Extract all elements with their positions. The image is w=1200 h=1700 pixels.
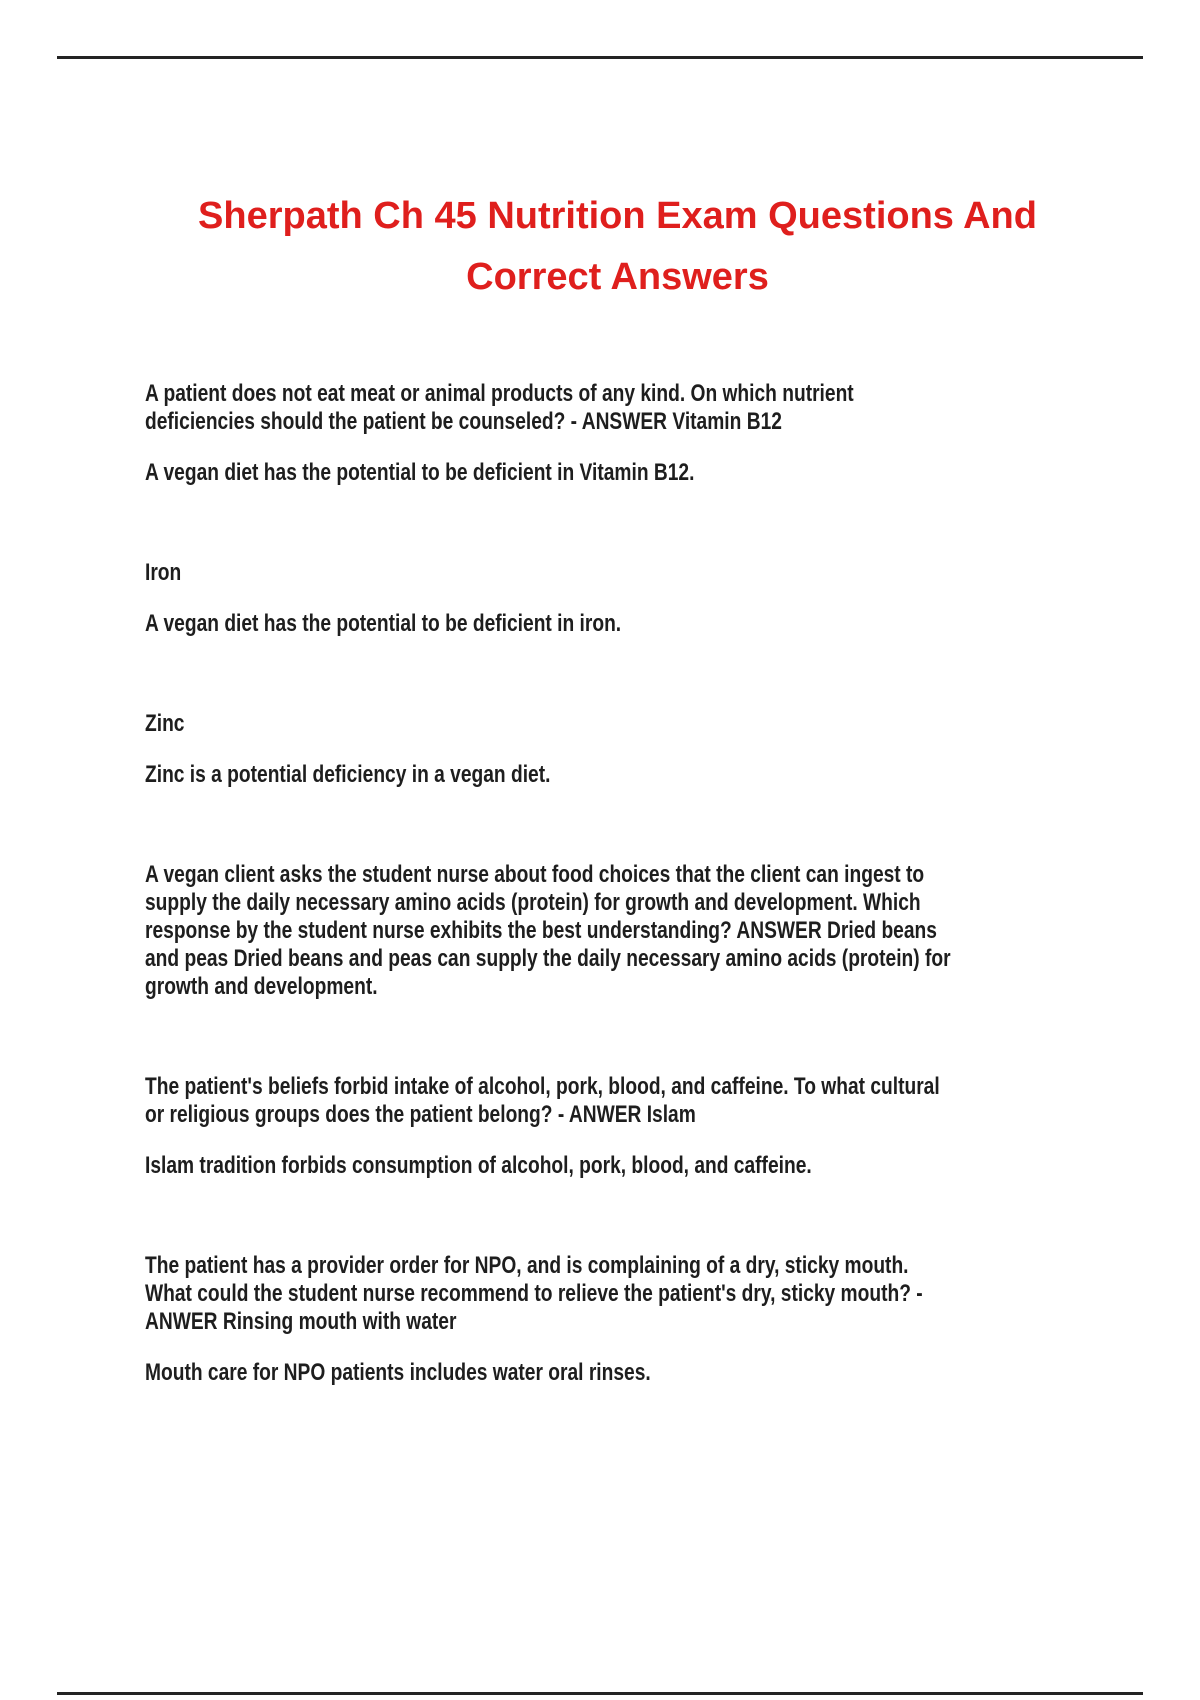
answer-note-block: [145, 1359, 1090, 1387]
text-line: Zinc is a potential deficiency in a vegan diet.: [145, 761, 551, 788]
text-line: Mouth care for NPO patients includes water oral rinses.: [145, 1359, 651, 1386]
text-line: A vegan diet has the potential to be deficient in Vitamin B12.: [145, 459, 695, 486]
text-line: deficiencies should the patient be counseled? - ANSWER Vitamin B12: [145, 408, 782, 435]
document-title: [145, 186, 1090, 308]
answer-note-block: [145, 610, 1090, 638]
text-line: What could the student nurse recommend to relieve the patient's dry, sticky mouth? -: [145, 1280, 923, 1307]
text-line: ANWER Rinsing mouth with water: [145, 1308, 457, 1335]
question-block: [145, 380, 1090, 436]
text-line: The patient has a provider order for NPO, and is complaining of a dry, sticky mouth.: [145, 1252, 909, 1279]
text-line: A patient does not eat meat or animal products of any kind. On which nutrient: [145, 380, 854, 407]
document-content: [145, 0, 1090, 1387]
text-line: supply the daily necessary amino acids (protein) for growth and development. Which: [145, 889, 921, 916]
text-line: or religious groups does the patient belong? - ANWER Islam: [145, 1101, 696, 1128]
text-line: The patient's beliefs forbid intake of alcohol, pork, blood, and caffeine. To what cultural: [145, 1073, 940, 1100]
question-block: [145, 559, 1090, 587]
question-block: [145, 861, 1090, 1001]
question-block: [145, 1252, 1090, 1336]
text-line: Zinc: [145, 710, 185, 737]
text-line: Iron: [145, 559, 182, 586]
document-title-line: Sherpath Ch 45 Nutrition Exam Questions And: [198, 195, 1037, 237]
text-line: growth and development.: [145, 973, 378, 1000]
bottom-rule-divider: [57, 1692, 1143, 1695]
question-block: [145, 1073, 1090, 1129]
answer-note-block: [145, 761, 1090, 789]
answer-note-block: [145, 1152, 1090, 1180]
text-line: Islam tradition forbids consumption of alcohol, pork, blood, and caffeine.: [145, 1152, 812, 1179]
answer-note-block: [145, 459, 1090, 487]
text-line: A vegan diet has the potential to be deficient in iron.: [145, 610, 622, 637]
text-line: A vegan client asks the student nurse about food choices that the client can ingest to: [145, 861, 925, 888]
text-line: response by the student nurse exhibits the best understanding? ANSWER Dried beans: [145, 917, 937, 944]
document-title-line: Correct Answers: [466, 256, 769, 298]
text-line: and peas Dried beans and peas can supply the daily necessary amino acids (protein) for: [145, 945, 951, 972]
question-block: [145, 710, 1090, 738]
